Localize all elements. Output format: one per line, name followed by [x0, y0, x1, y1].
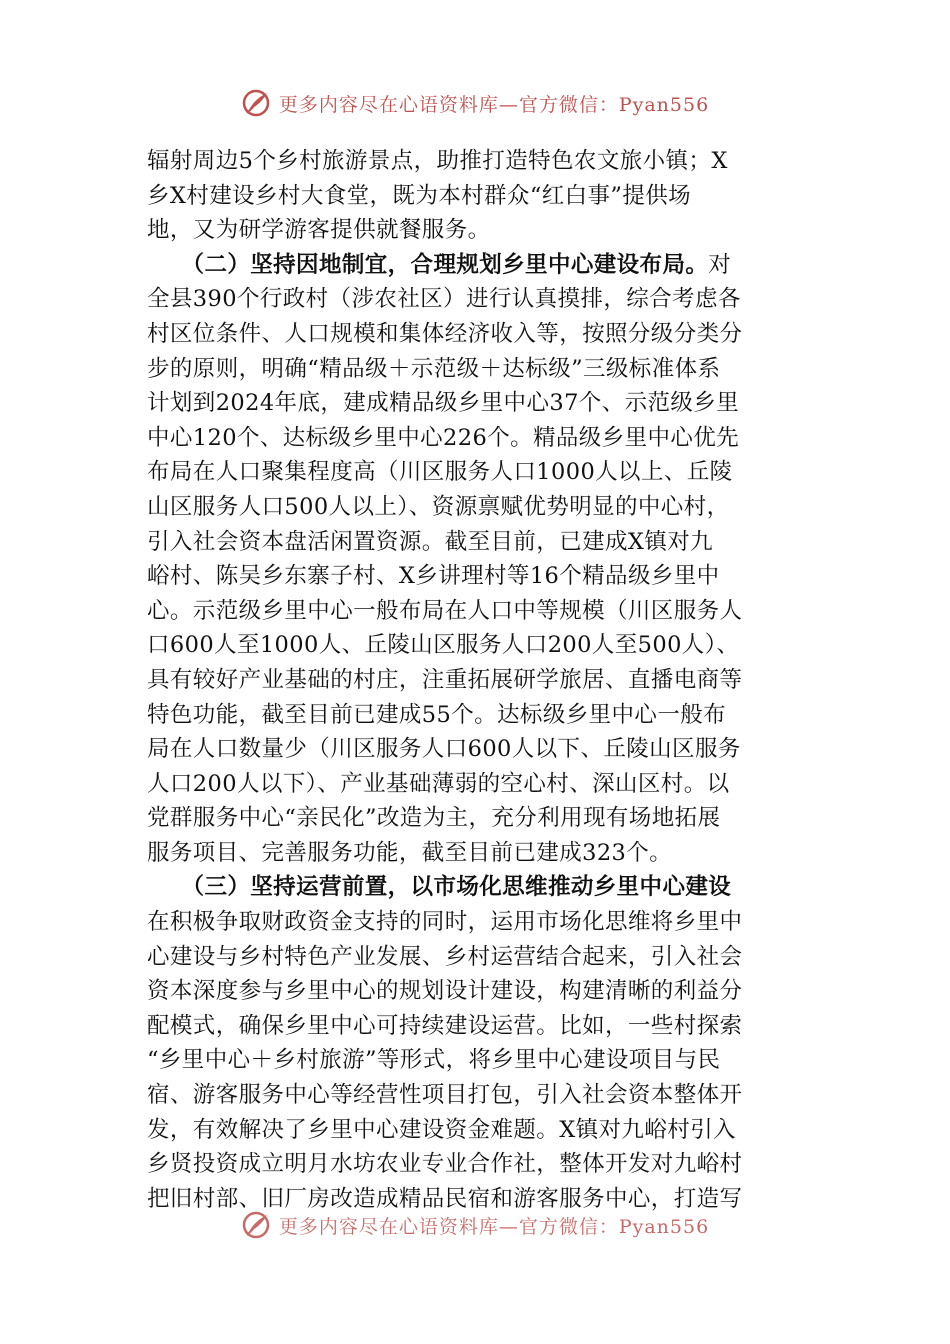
text-line: 峪村、陈吴乡东寨子村、X乡讲理村等16个精品级乡里中 — [147, 563, 720, 590]
text-line: 山区服务人口500人以上）、资源禀赋优势明显的中心村， — [147, 493, 730, 520]
header-watermark — [0, 86, 950, 120]
quill-logo-icon — [241, 1210, 271, 1240]
section-heading-line — [147, 248, 807, 283]
text-line: 资本深度参与乡里中心的规划设计建设，构建清晰的利益分 — [147, 978, 743, 1005]
text-line: 局在人口数量少（川区服务人口600人以下、丘陵山区服务 — [147, 736, 741, 763]
text-line: 步的原则，明确“精品级＋示范级＋达标级”三级标准体系 — [147, 355, 721, 382]
section-heading-2: （二）坚持因地制宜，合理规划乡里中心建设布局。 — [147, 251, 709, 278]
text-line: 乡贤投资成立明月水坊农业专业合作社，整体开发对九峪村 — [147, 1151, 743, 1178]
text-line: 全县390个行政村（涉农社区）进行认真摸排，综合考虑各 — [147, 286, 741, 313]
text-line: 宿、游客服务中心等经营性项目打包，引入社会资本整体开 — [147, 1082, 743, 1109]
text-line: 在积极争取财政资金支持的同时，运用市场化思维将乡里中 — [147, 909, 743, 936]
text-line: 服务项目、完善服务功能，截至目前已建成323个。 — [147, 839, 673, 866]
text-line: 心建设与乡村特色产业发展、乡村运营结合起来，引入社会 — [147, 943, 743, 970]
text-line: 村区位条件、人口规模和集体经济收入等，按照分级分类分 — [147, 320, 743, 347]
text-line: 配模式，确保乡里中心可持续建设运营。比如，一些村探索 — [147, 1012, 743, 1039]
text-line: 布局在人口聚集程度高（川区服务人口1000人以上、丘陵 — [147, 459, 733, 486]
text-line: 具有较好产业基础的村庄，注重拓展研学旅居、直播电商等 — [147, 666, 743, 693]
text-line: 把旧村部、旧厂房改造成精品民宿和游客服务中心，打造写 — [147, 1185, 743, 1212]
text-line: 发，有效解决了乡里中心建设资金难题。X镇对九峪村引入 — [147, 1116, 736, 1143]
text-line: 乡X村建设乡村大食堂，既为本村群众“红白事”提供场 — [147, 182, 692, 209]
quill-logo-icon — [241, 88, 271, 118]
text-line: 党群服务中心“亲民化”改造为主，充分利用现有场地拓展 — [147, 805, 721, 832]
text-line: 引入社会资本盘活闲置资源。截至目前，已建成X镇对九 — [147, 528, 714, 555]
text-line: “乡里中心＋乡村旅游”等形式，将乡里中心建设项目与民 — [147, 1047, 721, 1074]
text-fragment: 对 — [708, 251, 732, 278]
text-line: 特色功能，截至目前已建成55个。达标级乡里中心一般布 — [147, 701, 727, 728]
footer-watermark-text: 更多内容尽在心语资料库—官方微信：Pyan556 — [278, 1215, 710, 1238]
text-line: 中心120个、达标级乡里中心226个。精品级乡里中心优先 — [147, 424, 740, 451]
text-line: 计划到2024年底，建成精品级乡里中心37个、示范级乡里 — [147, 390, 740, 417]
text-line: 地，又为研学游客提供就餐服务。 — [147, 217, 491, 244]
text-line: 心。示范级乡里中心一般布局在人口中等规模（川区服务人 — [147, 597, 743, 624]
text-line: 人口200人以下）、产业基础薄弱的空心村、深山区村。以 — [147, 770, 730, 797]
section-heading-3: （三）坚持运营前置，以市场化思维推动乡里中心建设 — [147, 874, 732, 901]
text-line: 辐射周边5个乡村旅游景点，助推打造特色农文旅小镇；X — [147, 148, 728, 174]
footer-watermark — [0, 1208, 950, 1242]
header-watermark-text: 更多内容尽在心语资料库—官方微信：Pyan556 — [278, 93, 710, 116]
body-text — [147, 144, 807, 1216]
text-line: 口600人至1000人、丘陵山区服务人口200人至500人）、 — [147, 632, 740, 659]
